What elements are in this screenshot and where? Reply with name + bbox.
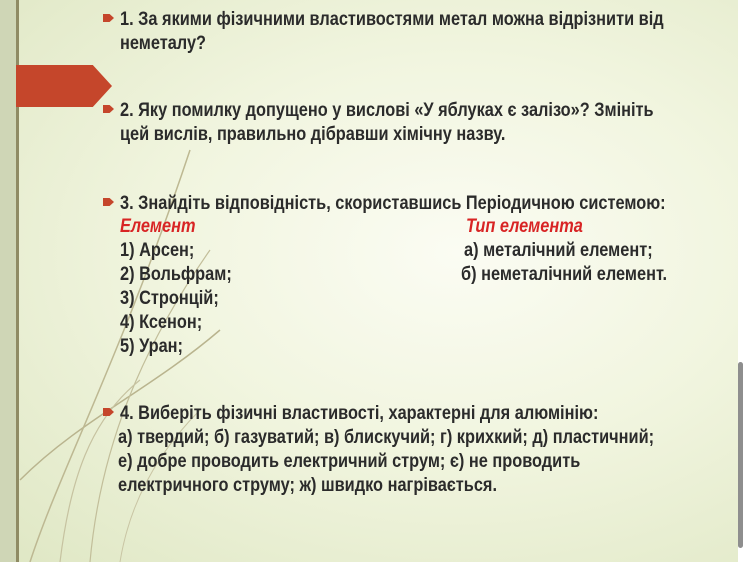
q4-line4: електричного струму; ж) швидко нагрівається.	[118, 475, 498, 496]
q1-line2: неметалу?	[120, 33, 207, 54]
q3-element-4: 4) Ксенон;	[120, 312, 203, 333]
q2-line2: цей вислів, правильно дібравши хімічну назву.	[120, 124, 506, 145]
q3-heading: 3. Знайдіть відповідність, скориставшись Періодичною системою:	[120, 193, 666, 214]
q4-line2: а) твердий; б) газуватий; в) блискучий; г) крихкий; д) пластичний;	[118, 427, 655, 448]
q3-element-2: 2) Вольфрам;	[120, 264, 232, 285]
q2-line1: 2. Яку помилку допущено у вислові «У яблуках є залізо»? Змініть	[120, 100, 654, 121]
q4-line3: е) добре проводить електричний струм; є) не проводить	[118, 451, 581, 472]
q3-element-3: 3) Стронцій;	[120, 288, 219, 309]
q3-element-1: 1) Арсен;	[120, 240, 195, 261]
q3-column-element: Елемент	[120, 216, 196, 237]
q4-line1: 4. Виберіть фізичні властивості, характерні для алюмінію:	[120, 403, 599, 424]
q3-type-b: б) неметалічний елемент.	[461, 264, 668, 285]
q3-column-type: Тип елемента	[466, 216, 583, 237]
q3-element-5: 5) Уран;	[120, 336, 183, 357]
vertical-scrollbar[interactable]	[738, 362, 743, 548]
q3-type-a: а) металічний елемент;	[464, 240, 653, 261]
q1-line1: 1. За якими фізичними властивостями метал можна відрізнити від	[120, 9, 664, 30]
